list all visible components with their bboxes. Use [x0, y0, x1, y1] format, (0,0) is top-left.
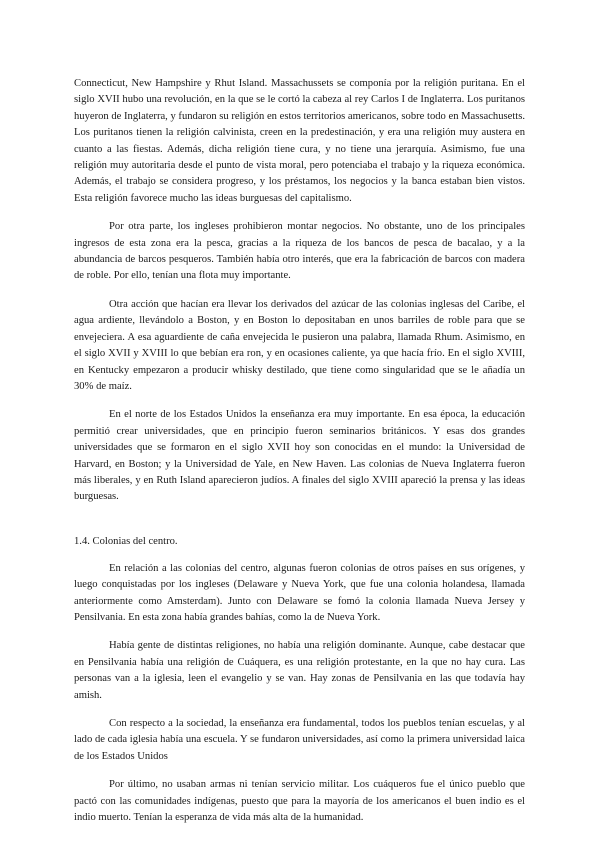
paragraph-ron: Otra acción que hacían era llevar los derivados del azúcar de las colonias inglesas del Caribe, el agua ardiente, llevándolo a Boston, y en Boston lo depositaban en unos barriles de roble para que se envejeciera. A esa aguardiente de caña envejecida le pusieron una palabra, llamada Rhum. Asimismo, en el siglo XVII y XVIII lo que bebían era ron, y en ocasiones caliente, ya que hacía frío. En el siglo XVIII, en Kentucky empezaron a producir whisky destilado, que tiene como singularidad que se le añadía un 30% de maíz.	[74, 298, 525, 392]
section-heading: 1.4. Colonias del centro.	[74, 535, 178, 547]
paragraph-colonias-centro: En relación a las colonias del centro, algunas fueron colonias de otros países en sus orígenes, y luego conquistadas por los ingleses (Delaware y Nueva York, que fue una colonia holandesa, llamada anteriormente como Amsterdam). Junto con Delaware se fomó la colonia llamada Nueva Jersey y Pensilvania. En esta zona había grandes bahías, como la de Nueva York.	[74, 562, 525, 623]
paragraph-religiones: Había gente de distintas religiones, no había una religión dominante. Aunque, cabe destacar que en Pensilvania había una religión de Cuáquera, es una religión protestante, en la que no hay cura. Las personas van a la iglesia, leen el evangelio y se van. Hay zonas de Pensilvania en las que todavía hay amish.	[74, 640, 525, 701]
paragraph-puritanos: Connecticut, New Hampshire y Rhut Island. Massachussets se componía por la religión puritana. En el siglo XVII hubo una revolución, en la que se le cortó la cabeza al rey Carlos I de Inglaterra. Los puritanos huyeron de Inglaterra, y fundaron su religión en estos territorios americanos, sobre todo en Massachusetts. Los puritanos tienen la religión calvinista, creen en la predestinación, y era una religión muy austera en cuanto a las fiestas. Además, dicha religión tiene cura, y no tiene una jerarquía. Asimismo, fue una religión muy autoritaria desde el punto de vista moral, pero potenciaba el trabajo y la riqueza económica. Además, el trabajo se considera progreso, y los préstamos, los negocios y la banca estaban bien vistos. Esta religión favorece mucho las ideas burguesas del capitalismo.	[74, 78, 525, 204]
paragraph-cuaqueros: Por último, no usaban armas ni tenían servicio militar. Los cuáqueros fue el único pueblo que pactó con las comunidades indígenas, puesto que para la mayoría de los americanos el buen indio es el indio muerto. Tenían la esperanza de vida más alta de la humanidad.	[74, 779, 525, 824]
paragraph-ensenanza: En el norte de los Estados Unidos la enseñanza era muy importante. En esa época, la educación permitió crear universidades, que en principio fueron seminarios británicos. Y esas dos grandes universidades que se formaron en el siglo XVII hoy son conocidas en el mundo: la Universidad de Harvard, en Boston; y la Universidad de Yale, en New Haven. Las colonias de Nueva Inglaterra fueron más liberales, y en Ruth Island aparecieron judíos. A finales del siglo XVIII apareció la prensa y las ideas burguesas.	[74, 409, 525, 503]
paragraph-pesca: Por otra parte, los ingleses prohibieron montar negocios. No obstante, uno de los principales ingresos de esta zona era la pesca, gracias a la riqueza de los bancos de pesca de bacalao, y a la abundancia de barcos pesqueros. También había otro interés, que era la fabricación de barcos con madera de roble. Por ello, tenían una flota muy importante.	[74, 221, 525, 282]
paragraph-sociedad: Con respecto a la sociedad, la enseñanza era fundamental, todos los pueblos tenían escuelas, y al lado de cada iglesia había una escuela. Y se fundaron universidades, así como la primera universidad laica de los Estados Unidos	[74, 718, 525, 762]
